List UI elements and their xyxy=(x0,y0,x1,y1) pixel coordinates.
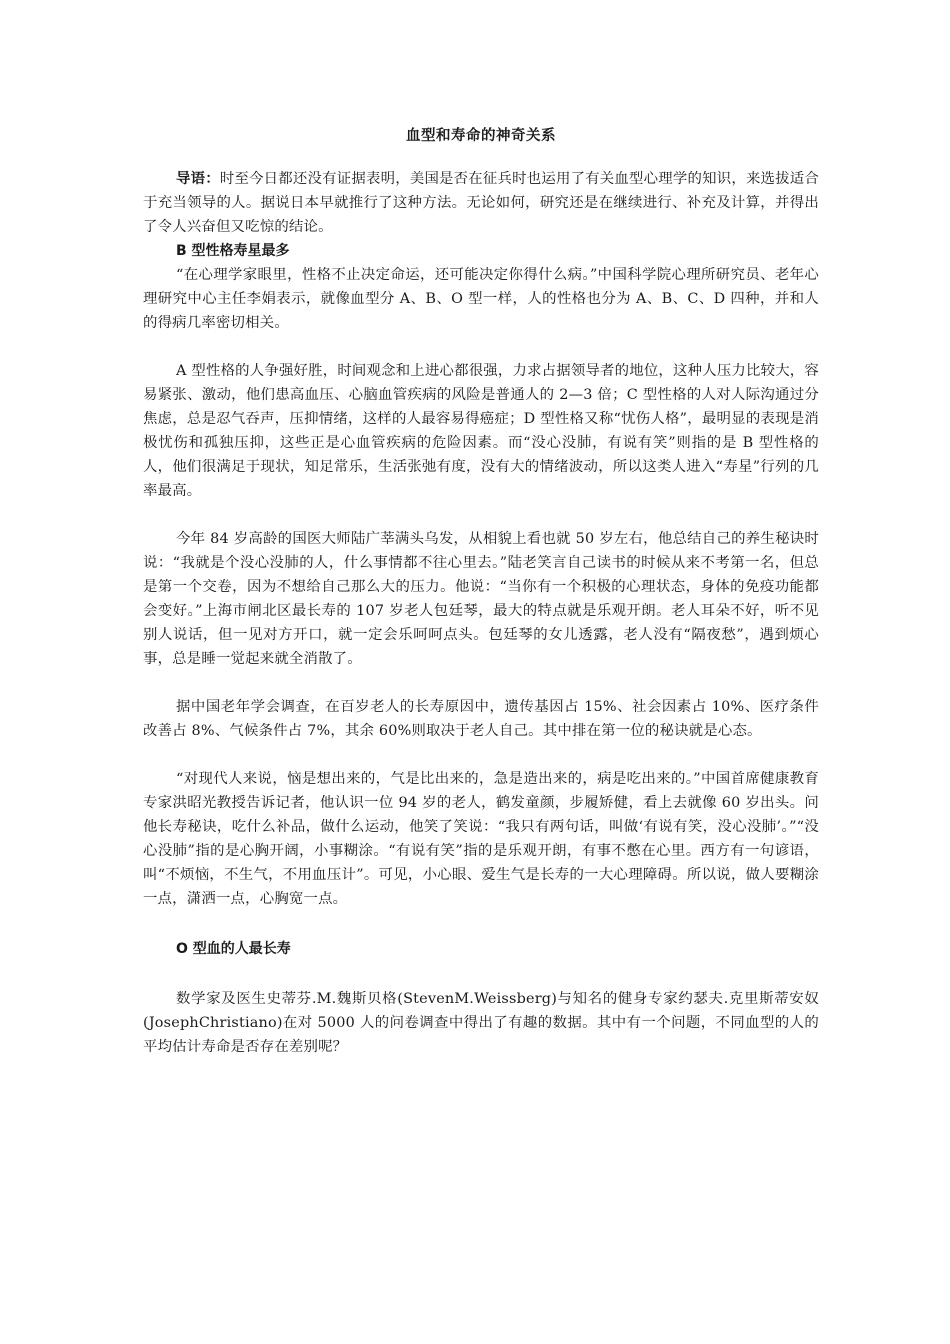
paragraph-spacer xyxy=(143,503,819,527)
paragraph-spacer xyxy=(143,961,819,987)
intro-label: 导语： xyxy=(176,170,220,187)
body-paragraph: “在心理学家眼里，性格不止决定命运，还可能决定你得什么病。”中国科学院心理所研究员、老年心理研究中心主任李娟表示，就像血型分 A、B、O 型一样，人的性格也分为 A、B、C、D 四种，并和人的得病几率密切相关。 xyxy=(143,267,819,331)
section-heading-o-type: O 型血的人最长寿 xyxy=(176,941,291,957)
body-paragraph: 今年 84 岁高龄的国医大师陆广莘满头乌发，从相貌上看也就 50 岁左右，他总结自己的养生秘诀时说：“我就是个没心没肺的人，什么事情都不往心里去。”陆老笑言自己读书的时候从来不考第一名，但总是第一个交卷，因为不想给自己那么大的压力。他说：“当你有一个积极的心理状态，身体的免疫功能都会变好。”上海市闸北区最长寿的 107 岁老人包廷琴，最大的特点就是乐观开朗。老人耳朵不好，听不见别人说话，但一见对方开口，就一定会乐呵呵点头。包廷琴的女儿透露，老人没有“隔夜愁”，遇到烦心事，总是睡一觉起来就全消散了。 xyxy=(143,531,819,667)
document-title: 血型和寿命的神奇关系 xyxy=(406,128,556,144)
paragraph-spacer xyxy=(143,671,819,695)
body-paragraph: A 型性格的人争强好胜，时间观念和上进心都很强，力求占据领导者的地位，这种人压力比较大，容易紧张、激动，他们患高血压、心脑血管疾病的风险是普通人的 2—3 倍；C 型性格的人对人际沟通过分焦虑，总是忍气吞声，压抑情绪，这样的人最容易得癌症；D 型性格又称“忧伤人格”，最明显的表现是消极忧伤和孤独压抑，这些正是心血管疾病的危险因素。而“没心没肺，有说有笑”则指的是 B 型性格的人，他们很满足于现状，知足常乐，生活张弛有度，没有大的情绪波动，所以这类人进入“寿星”行列的几率最高。 xyxy=(143,363,819,499)
body-paragraph: 据中国老年学会调查，在百岁老人的长寿原因中，遗传基因占 15%、社会因素占 10%、医疗条件改善占 8%、气候条件占 7%，其余 60%则取决于老人自己。其中排在第一位的秘诀就是心态。 xyxy=(143,699,819,739)
intro-text: 时至今日都还没有证据表明，美国是否在征兵时也运用了有关血型心理学的知识，来选拔适合于充当领导的人。据说日本早就推行了这种方法。无论如何，研究还是在继续进行、补充及计算，并得出了令人兴奋但又吃惊的结论。 xyxy=(143,171,819,235)
body-paragraph: 数学家及医生史蒂芬.M.魏斯贝格(StevenM.Weissberg)与知名的健身专家约瑟夫.克里斯蒂安奴(JosephChristiano)在对 5000 人的问卷调查中得出了有趣的数据。其中有一个问题，不同血型的人的平均估计寿命是否存在差别呢？ xyxy=(143,991,819,1055)
body-paragraph: “对现代人来说，恼是想出来的，气是比出来的，急是造出来的，病是吃出来的。”中国首席健康教育专家洪昭光教授告诉记者，他认识一位 94 岁的老人，鹤发童颜，步履矫健，看上去就像 60 岁出头。问他长寿秘诀，吃什么补品，做什么运动，他笑了笑说：“我只有两句话，叫做‘有说有笑，没心没肺’。”“没心没肺”指的是心胸开阔，小事糊涂。“有说有笑”指的是乐观开朗，有事不憋在心里。西方有一句谚语，叫“不烦恼，不生气，不用血压计”。可见，小心眼、爱生气是长寿的一大心理障碍。所以说，做人要糊涂一点，潇洒一点，心胸宽一点。 xyxy=(143,771,819,907)
section-heading-b-type: B 型性格寿星最多 xyxy=(176,243,290,259)
document-page xyxy=(143,124,819,1059)
intro-paragraph xyxy=(143,167,819,239)
paragraph-spacer xyxy=(143,335,819,359)
paragraph-spacer xyxy=(143,743,819,767)
paragraph-spacer xyxy=(143,911,819,937)
